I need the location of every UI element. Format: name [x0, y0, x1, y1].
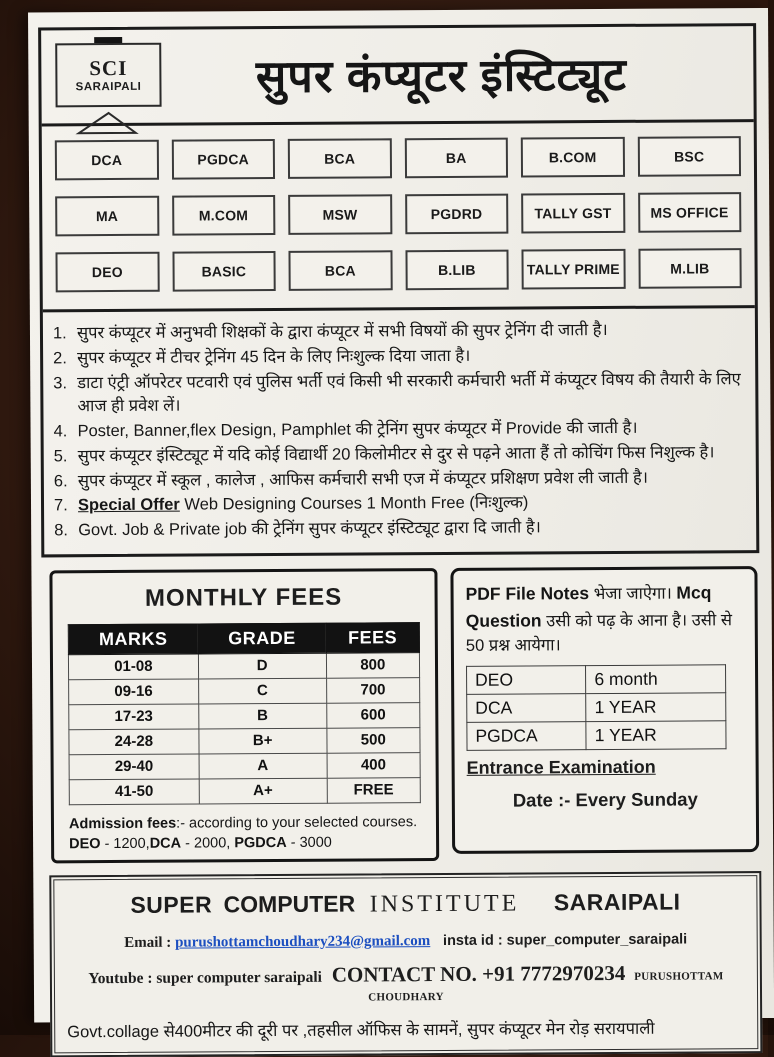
cell-marks: 29-40 [69, 754, 199, 780]
item-text: Special Offer Web Designing Courses 1 Month Free (निःशुल्क) [77, 493, 529, 515]
pdf-notes-panel [450, 566, 759, 854]
item-text: सुपर कंप्यूटर में अनुभवी शिक्षकों के द्वारा कंप्यूटर में सभी विषयों की सुपर ट्रेनिंग दी जाती है। [76, 320, 608, 343]
cell-marks: 41-50 [69, 779, 199, 805]
cell-grade: A [199, 753, 327, 779]
list-item [54, 466, 744, 494]
note-bold: Admission fees [68, 815, 177, 833]
email-label: Email : [124, 934, 172, 951]
cell-fees: FREE [327, 777, 421, 803]
item-text: डाटा एंट्री ऑपरेटर पटवारी एवं पुलिस भर्ती एवं किसी भी सरकारी कर्मचारी भर्ती में कंप्यूटर विषय की तैयारी के लिए आज ही प्रवेश लें। [77, 369, 741, 416]
table-row [69, 777, 420, 804]
name-super: SUPER [130, 891, 213, 918]
course-chip: M.COM [172, 195, 276, 236]
cell-course: DCA [467, 694, 586, 723]
course-grid [42, 122, 755, 312]
youtube-label: Youtube : super computer saraipali [88, 968, 323, 987]
admission-fees-note: Admission fees:- according to your selected courses. DEO - 1200,DCA - 2000, PGDCA - 3000 [68, 813, 418, 853]
course-chip: B.LIB [405, 250, 509, 291]
fees-table [68, 622, 421, 805]
fees-title: MONTHLY FEES [144, 583, 343, 612]
mcq-bold-label: Mcq Question [465, 582, 712, 631]
course-chip: B.COM [521, 137, 625, 178]
col-header-marks: MARKS [68, 624, 198, 655]
address-line: Govt.collage से400मीटर की दूरी पर ,तहसील ऑफिस के सामनें, सुपर कंप्यूटर मेन रोड़ सरायपाली [67, 1019, 655, 1042]
footer-box [49, 871, 762, 1057]
name-institute: INSTITUTE [369, 890, 520, 918]
table-row [69, 727, 420, 754]
cell-marks: 17-23 [69, 704, 199, 730]
table-row [68, 652, 419, 679]
course-chip: DEO [55, 252, 159, 293]
name-computer: COMPUTER [223, 890, 356, 918]
list-item [54, 416, 744, 444]
logo-text-sci: SCI [89, 55, 128, 81]
special-offer-label: Special Offer [77, 495, 180, 515]
cell-fees: 800 [326, 652, 420, 678]
item-number: 8. [54, 521, 68, 540]
col-header-fees: FEES [326, 622, 420, 653]
item-number: 5. [53, 447, 68, 466]
item-number: 4. [53, 422, 68, 441]
note-bold: PGDCA [234, 835, 287, 852]
email-row [65, 931, 747, 952]
list-item [53, 368, 743, 420]
list-item [54, 515, 744, 543]
course-chip: BA [404, 138, 508, 179]
cell-duration: 6 month [586, 665, 726, 694]
item-text: Govt. Job & Private job की ट्रेनिंग सुपर कंप्यूटर इंस्टिट्यूट द्वारा दि जाती है। [78, 518, 541, 540]
cell-marks: 01-08 [68, 654, 198, 680]
institute-name [64, 888, 746, 920]
course-chip: DCA [55, 140, 159, 181]
list-item [53, 343, 743, 371]
table-row [467, 665, 727, 695]
item-number: 7. [53, 496, 68, 515]
logo-stand-triangle-icon [75, 110, 139, 136]
entrance-exam-heading: Entrance Examination [466, 756, 656, 778]
header [41, 26, 754, 126]
table-row [467, 721, 727, 751]
course-chip: BCA [288, 250, 392, 291]
cell-grade: B [198, 703, 326, 729]
note-bold: DCA [149, 835, 182, 852]
item-text: सुपर कंप्यूटर में टीचर ट्रेनिंग 45 दिन के लिए निःशुल्क दिया जाता है। [77, 346, 471, 367]
course-chip: MSW [288, 194, 392, 235]
top-frame [38, 23, 759, 557]
course-chip: PGDRD [405, 194, 509, 235]
youtube-contact-row [65, 960, 747, 1007]
fees-header-row [68, 622, 419, 654]
list-item [53, 318, 743, 346]
course-chip: TALLY PRIME [521, 249, 625, 290]
note-bold: DEO [69, 836, 101, 853]
item-text: सुपर कंप्यूटर इंस्टिट्यूट में यदि कोई विद्यार्थी 20 किलोमीटर से दुर से पढ़ने आता हैं तो कोचिंग फिस निशुल्क है। [77, 443, 715, 465]
item-text: Poster, Banner,flex Design, Pamphlet की ट्रेनिंग सुपर कंप्यूटर में Provide की जाती है। [77, 418, 638, 441]
cell-fees: 400 [327, 752, 421, 778]
middle-row [49, 566, 759, 863]
cell-course: PGDCA [467, 722, 586, 751]
list-item-special-offer [54, 490, 744, 518]
contact-number: CONTACT NO. +91 7772970234 [331, 960, 626, 987]
footer-inner [53, 875, 758, 1053]
course-chip: MA [55, 196, 159, 237]
item-number: 6. [53, 471, 68, 490]
cell-marks: 09-16 [69, 679, 199, 705]
cell-grade: C [198, 678, 326, 704]
item-number: 2. [53, 349, 67, 368]
table-row [69, 752, 420, 779]
course-chip: BSC [637, 136, 741, 177]
cell-duration: 1 YEAR [586, 693, 726, 722]
cell-fees: 700 [326, 677, 420, 703]
cell-course: DEO [467, 666, 586, 695]
logo-text-saraipali: SARAIPALI [75, 80, 142, 94]
course-chip: BASIC [172, 251, 276, 292]
info-points-list [43, 308, 756, 554]
cell-grade: D [198, 653, 326, 679]
table-row [467, 693, 727, 723]
email-link[interactable]: purushottamchoudhary234@gmail.com [174, 932, 431, 951]
pdf-notes-text: PDF File Notes भेजा जाऐगा। Mcq Question उसी को पढ़ के आना है। उसी से 50 प्रश्न आयेगा। [465, 582, 732, 656]
page-title: सुपर कंप्यूटर इंस्टिट्यूट [255, 48, 628, 103]
insta-id: insta id : super_computer_saraipali [442, 931, 688, 949]
flyer-paper [28, 8, 774, 1042]
item-number: 3. [53, 373, 68, 392]
cell-duration: 1 YEAR [586, 721, 726, 750]
name-saraipali: SARAIPALI [553, 888, 681, 916]
course-chip: BCA [288, 138, 392, 179]
cell-grade: B+ [199, 728, 327, 754]
course-chip: MS OFFICE [638, 192, 742, 233]
course-duration-table [466, 664, 727, 751]
course-chip: TALLY GST [521, 193, 625, 234]
table-row [69, 677, 420, 704]
cell-fees: 600 [326, 702, 420, 728]
cell-grade: A+ [199, 778, 327, 804]
list-item [54, 441, 744, 469]
pdf-bold-label: PDF File Notes [465, 582, 590, 604]
col-header-grade: GRADE [198, 623, 326, 654]
cell-fees: 500 [327, 727, 421, 753]
sci-logo [55, 42, 161, 107]
exam-date: Date :- Every Sunday [512, 788, 698, 811]
course-chip: M.LIB [638, 248, 742, 289]
cell-marks: 24-28 [69, 729, 199, 755]
table-row [69, 702, 420, 729]
course-chip: PGDCA [171, 139, 275, 180]
item-text: सुपर कंप्यूटर में स्कूल , कालेज , आफिस कर्मचारी सभी एज में कंप्यूटर प्रशिक्षण प्रवेश ली जाती है। [77, 468, 649, 490]
owner-name: PURUSHOTTAM CHOUDHARY [368, 970, 724, 1004]
monthly-fees-panel [49, 568, 439, 863]
item-number: 1. [52, 324, 67, 343]
